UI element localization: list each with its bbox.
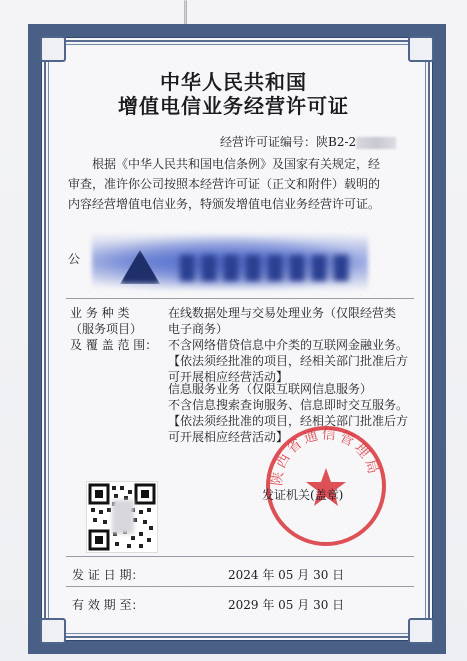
business-type-label: 业 务 种 类: [70, 306, 130, 320]
business-item-2-line3: 【依法须经批准的项目，经相关部门批准后方: [168, 414, 409, 428]
grant-paragraph-line3: 内容经营增值电信业务，特颁发增值电信业务经营许可证。: [68, 197, 381, 211]
issue-date-label: 发 证 日 期：: [72, 568, 144, 582]
certificate-title-country: 中华人民共和国: [160, 70, 307, 94]
dates-divider-middle: [66, 586, 414, 587]
company-label: 公: [68, 252, 81, 266]
coverage-label: 及 覆 盖 范 围：: [70, 338, 158, 352]
company-name-redaction-text: [180, 255, 350, 281]
grant-paragraph-line2: 审查，准许你公司按照本经营许可证（正文和附件）载明的: [68, 177, 381, 191]
business-item-1-line3: 不含网络借贷信息中介类的互联网金融业务。: [168, 338, 409, 352]
license-number-label: 经营许可证编号：: [220, 135, 317, 149]
issuing-authority-label: 发证机关(盖章): [262, 488, 344, 502]
business-item-1-line5: 可开展相应经营活动】: [168, 370, 289, 384]
license-number-redaction: [356, 137, 396, 149]
valid-until-label: 有 效 期 至：: [72, 598, 144, 612]
business-item-2-line2: 不含信息搜索查询服务、信息即时交互服务。: [168, 398, 409, 412]
business-item-1-line2: 电子商务）: [168, 322, 229, 336]
service-items-label: （服务项目）: [70, 322, 143, 336]
business-item-1-line4: 【依法须经批准的项目，经相关部门批准后方: [168, 354, 409, 368]
issue-date-value: 2024 年 05 月 30 日: [228, 568, 345, 582]
certificate-title-main: 增值电信业务经营许可证: [118, 94, 349, 118]
section-divider: [66, 298, 414, 299]
license-number: [220, 133, 396, 150]
corner-ornament-bottom-left: [40, 618, 66, 644]
business-item-1: [168, 305, 422, 385]
qr-code-redaction: [112, 500, 134, 534]
license-number-value: 陕B2-2: [316, 135, 357, 149]
valid-until-value: 2029 年 05 月 30 日: [228, 598, 345, 612]
dates-divider-top: [66, 556, 414, 557]
corner-ornament-bottom-right: [408, 618, 434, 644]
business-item-2-line1: 信息服务业务（仅限互联网信息服务）: [168, 382, 373, 396]
grant-paragraph-line1: 根据《中华人民共和国电信条例》及国家有关规定，经: [92, 157, 381, 171]
corner-ornament-top-right: [408, 36, 434, 62]
seal-text: 陕西省通信管理局: [269, 426, 382, 487]
business-item-1-line1: 在线数据处理与交易处理业务（仅限经营类: [168, 306, 397, 320]
grant-paragraph: [68, 154, 416, 214]
corner-ornament-top-left: [40, 36, 66, 62]
business-item-2-line4: 可开展相应经营活动】: [168, 430, 289, 444]
